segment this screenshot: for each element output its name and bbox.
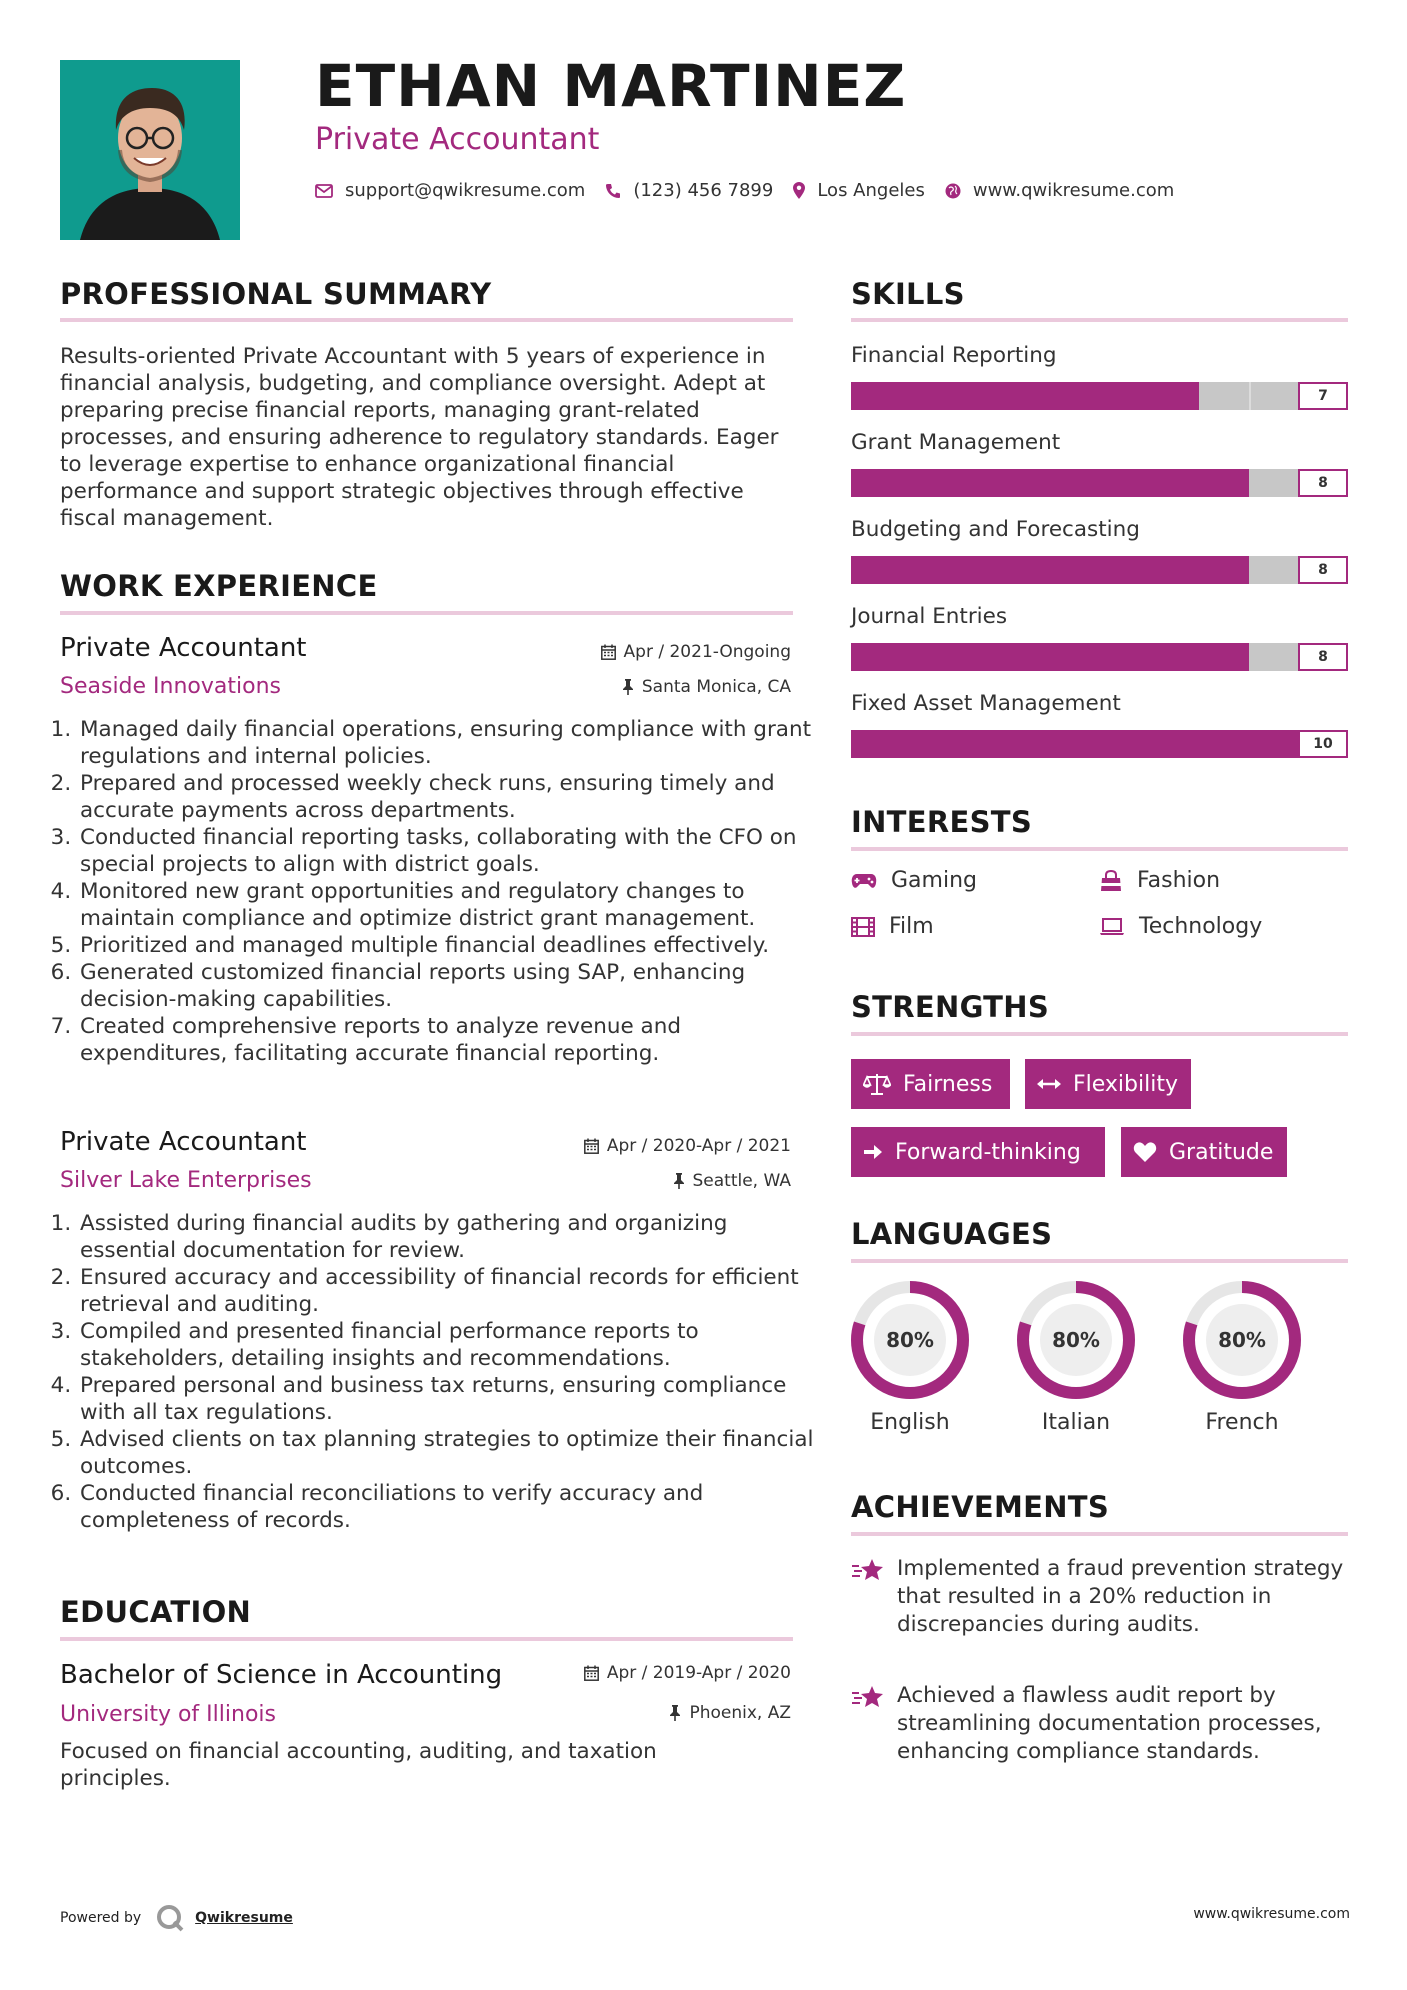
language-item [848, 1278, 972, 1435]
list-item: 6. Conducted financial reconciliations to verify accuracy and completeness of records. [78, 1480, 818, 1534]
achievement-text: Achieved a flawless audit report by streamlining documentation processes, enhancing compliance standards. [897, 1683, 1322, 1764]
skill-bar [851, 556, 1348, 584]
candidate-name: ETHAN MARTINEZ [315, 52, 907, 120]
calendar-icon [584, 1138, 599, 1154]
strength-label: Forward-thinking [895, 1139, 1081, 1165]
language-progress-ring [848, 1278, 972, 1402]
interest-item [851, 914, 934, 939]
list-item: 2. Prepared and processed weekly check runs, ensuring timely and accurate payments across departments. [78, 770, 818, 824]
strengths-rule [851, 1032, 1348, 1036]
heart-icon [1133, 1141, 1157, 1163]
job-dates [584, 1136, 791, 1156]
skill-bar-fill [851, 643, 1249, 671]
list-item: 5. Prioritized and managed multiple financial deadlines effectively. [78, 932, 818, 959]
calendar-icon [584, 1665, 599, 1681]
skill-bar [851, 730, 1348, 758]
contact-bar [315, 180, 1194, 201]
languages-rule [851, 1259, 1348, 1263]
strength-label: Flexibility [1073, 1071, 1178, 1097]
person-avatar-icon [60, 60, 240, 240]
strengths-heading: STRENGTHS [851, 990, 1050, 1024]
qwikresume-logo-icon [155, 1903, 185, 1933]
language-progress-ring [1180, 1278, 1304, 1402]
skill-label: Financial Reporting [851, 343, 1057, 368]
degree-title: Bachelor of Science in Accounting [60, 1660, 503, 1690]
list-item: 2. Ensured accuracy and accessibility of financial records for efficient retrieval and auditing. [78, 1264, 818, 1318]
email-text: support@qwikresume.com [345, 180, 586, 201]
list-item: 1. Assisted during financial audits by gathering and organizing essential documentation for review. [78, 1210, 818, 1264]
pushpin-icon [622, 679, 634, 695]
skill-bar-segment [1249, 382, 1251, 410]
contact-email[interactable] [315, 180, 585, 201]
achievements-heading: ACHIEVEMENTS [851, 1490, 1110, 1524]
education-dates-text: Apr / 2019-Apr / 2020 [606, 1663, 791, 1683]
interest-label: Gaming [891, 868, 977, 893]
school-name: University of Illinois [60, 1702, 276, 1727]
phone-icon [605, 183, 621, 199]
gamepad-icon [851, 873, 877, 889]
candidate-title: Private Accountant [315, 122, 600, 157]
summary-heading: PROFESSIONAL SUMMARY [60, 277, 492, 311]
job-title: Private Accountant [60, 1127, 307, 1157]
skill-label: Budgeting and Forecasting [851, 517, 1140, 542]
skill-score: 7 [1298, 382, 1348, 410]
interest-item [1099, 868, 1220, 893]
skill-score: 8 [1298, 556, 1348, 584]
job-bullets [60, 1210, 818, 1534]
job-bullets [60, 716, 818, 1067]
footer-site-link[interactable]: www.qwikresume.com [1193, 1906, 1350, 1922]
shooting-star-icon [851, 1557, 885, 1583]
strength-tag [1025, 1059, 1191, 1109]
job-title: Private Accountant [60, 633, 307, 663]
language-percent: 80% [1218, 1328, 1266, 1352]
laptop-icon [1099, 918, 1125, 936]
map-marker-icon [793, 182, 805, 199]
interests-rule [851, 847, 1348, 851]
experience-heading: WORK EXPERIENCE [60, 569, 378, 603]
skill-score: 8 [1298, 643, 1348, 671]
job-dates-text: Apr / 2020-Apr / 2021 [606, 1136, 791, 1156]
skill-bar [851, 382, 1348, 410]
globe-icon [945, 183, 961, 199]
skill-score: 10 [1298, 730, 1348, 758]
balance-scale-icon [863, 1073, 891, 1095]
language-progress-ring [1014, 1278, 1138, 1402]
job-company: Seaside Innovations [60, 674, 281, 699]
strength-tag [851, 1059, 1010, 1109]
calendar-icon [601, 644, 616, 660]
skill-score: 8 [1298, 469, 1348, 497]
list-item: 7. Created comprehensive reports to analyze revenue and expenditures, facilitating accurate financial reporting. [78, 1013, 818, 1067]
language-percent: 80% [1052, 1328, 1100, 1352]
arrows-horizontal-icon [1037, 1077, 1061, 1091]
interest-label: Fashion [1137, 868, 1221, 893]
interest-item [1099, 914, 1262, 939]
skill-bar-fill [851, 469, 1249, 497]
interests-heading: INTERESTS [851, 805, 1033, 839]
education-rule [60, 1637, 793, 1641]
language-label: English [870, 1410, 950, 1435]
skills-heading: SKILLS [851, 277, 965, 311]
strength-label: Fairness [903, 1071, 993, 1097]
skills-rule [851, 318, 1348, 322]
footer-powered-by [60, 1903, 293, 1933]
brand-link[interactable]: Qwikresume [195, 1910, 293, 1926]
achievement-item [851, 1682, 1351, 1766]
skill-label: Fixed Asset Management [851, 691, 1121, 716]
contact-location [793, 180, 925, 201]
powered-by-text: Powered by [60, 1910, 142, 1926]
list-item: 3. Conducted financial reporting tasks, collaborating with the CFO on special projects to align with district goals. [78, 824, 818, 878]
arrow-right-icon [863, 1143, 883, 1161]
achievement-item [851, 1555, 1351, 1639]
website-text: www.qwikresume.com [972, 180, 1175, 201]
strength-tag [851, 1127, 1105, 1177]
list-item: 6. Generated customized financial reports using SAP, enhancing decision-making capabilities. [78, 959, 818, 1013]
strength-label: Gratitude [1169, 1139, 1274, 1165]
summary-rule [60, 318, 793, 322]
languages-heading: LANGUAGES [851, 1217, 1053, 1251]
job-location-text: Seattle, WA [692, 1171, 791, 1191]
language-label: Italian [1041, 1410, 1111, 1435]
interest-item [851, 868, 977, 893]
education-description: Focused on financial accounting, auditing, and taxation principles. [60, 1739, 657, 1791]
language-percent: 80% [886, 1328, 934, 1352]
film-icon [851, 917, 875, 937]
job-dates-text: Apr / 2021-Ongoing [623, 642, 791, 662]
list-item: 3. Compiled and presented financial performance reports to stakeholders, detailing insights and recommendations. [78, 1318, 818, 1372]
achievement-text: Implemented a fraud prevention strategy that resulted in a 20% reduction in discrepancies during audits. [897, 1556, 1344, 1637]
location-text: Los Angeles [817, 180, 925, 201]
skill-bar-fill [851, 382, 1199, 410]
skill-bar-fill [851, 730, 1348, 758]
skill-label: Grant Management [851, 430, 1061, 455]
skill-label: Journal Entries [851, 604, 1008, 629]
envelope-icon [315, 184, 333, 198]
shopping-bag-icon [1099, 870, 1123, 892]
job-location [622, 677, 791, 697]
interest-label: Film [889, 914, 934, 939]
shooting-star-icon [851, 1684, 885, 1710]
interest-label: Technology [1139, 914, 1263, 939]
language-label: French [1205, 1410, 1279, 1435]
job-company: Silver Lake Enterprises [60, 1168, 312, 1193]
contact-phone[interactable] [605, 180, 773, 201]
job-dates [601, 642, 791, 662]
achievements-rule [851, 1532, 1348, 1536]
pushpin-icon [669, 1705, 681, 1721]
skill-bar [851, 469, 1348, 497]
strength-tag [1121, 1127, 1287, 1177]
language-item [1180, 1278, 1304, 1435]
profile-photo [60, 60, 240, 240]
skill-bar-fill [851, 556, 1249, 584]
list-item: 5. Advised clients on tax planning strategies to optimize their financial outcomes. [78, 1426, 818, 1480]
job-location [673, 1171, 792, 1191]
list-item: 4. Prepared personal and business tax returns, ensuring compliance with all tax regulations. [78, 1372, 818, 1426]
list-item: 1. Managed daily financial operations, ensuring compliance with grant regulations and internal policies. [78, 716, 818, 770]
summary-text: Results-oriented Private Accountant with 5 years of experience in financial analysis, budgeting, and compliance oversight. Adept at preparing precise financial reports, managing grant-related processes, and ensuring adherence to regulatory standards. Eager to leverage expertise to enhance organizational financial performance and support strategic objectives through effective fiscal management. [60, 344, 779, 531]
job-location-text: Santa Monica, CA [641, 677, 791, 697]
list-item: 4. Monitored new grant opportunities and regulatory changes to maintain compliance and optimize district grant management. [78, 878, 818, 932]
language-item [1014, 1278, 1138, 1435]
education-dates [584, 1663, 791, 1683]
contact-website[interactable] [945, 180, 1174, 201]
pushpin-icon [673, 1173, 685, 1189]
education-heading: EDUCATION [60, 1595, 252, 1629]
phone-text: (123) 456 7899 [633, 180, 774, 201]
skill-bar [851, 643, 1348, 671]
education-location-text: Phoenix, AZ [689, 1703, 791, 1723]
education-location [669, 1703, 791, 1723]
experience-rule [60, 611, 793, 615]
